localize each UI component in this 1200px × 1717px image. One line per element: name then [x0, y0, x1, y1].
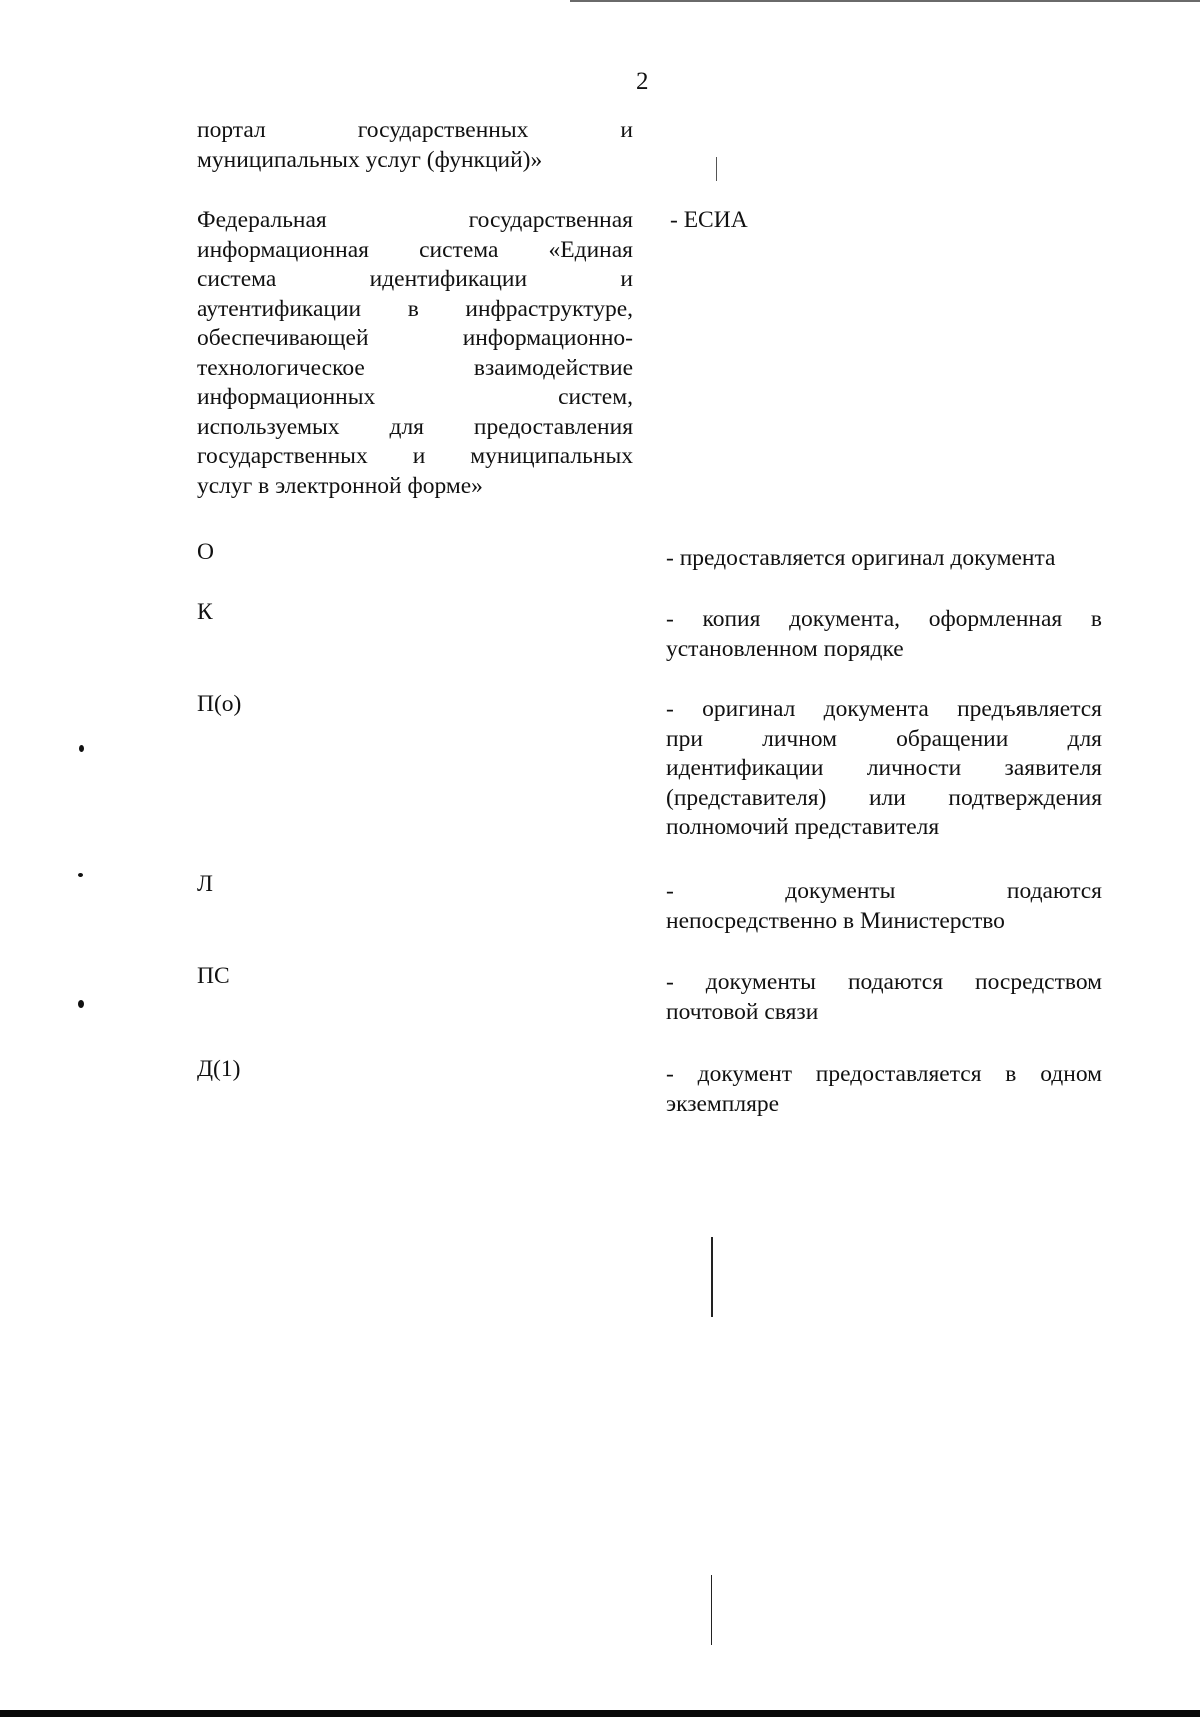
desc-line: - документ предоставляется в одном: [666, 1061, 1102, 1087]
desc-line: экземпляре: [666, 1090, 780, 1117]
legend-code-original: О: [197, 539, 214, 565]
desc-line: - документы подаются посредством: [666, 969, 1102, 995]
term-esia-definition: [197, 206, 633, 501]
scan-speck: [78, 873, 83, 877]
term-line: аутентификации в инфраструктуре,: [197, 295, 633, 322]
desc-line: (представителя) или подтверждения: [666, 784, 1102, 811]
scan-artifact-line: [711, 1575, 712, 1645]
desc-line: - предоставляется оригинал документа: [666, 545, 1056, 571]
legend-desc-present-original: [666, 695, 1102, 843]
scan-artifact-line: [711, 1237, 713, 1317]
legend-code-postal: ПС: [197, 963, 230, 989]
term-line: используемых для предоставления: [197, 413, 633, 440]
desc-line: - документы подаются: [666, 878, 1102, 904]
term-line: информационная система «Единая: [197, 236, 633, 263]
legend-desc-original: [666, 544, 1102, 574]
term-line: услуг в электронной форме»: [197, 472, 483, 499]
scan-bottom-edge-bar: [0, 1710, 1200, 1717]
scan-top-edge-line: [570, 0, 1200, 2]
term-line: портал государственных и: [197, 117, 633, 143]
legend-code-one-copy: Д(1): [197, 1056, 241, 1082]
legend-code-copy: К: [197, 599, 213, 625]
legend-desc-postal: [666, 968, 1102, 1027]
legend-desc-one-copy: [666, 1060, 1102, 1119]
term-line: информационных систем,: [197, 384, 633, 410]
term-line: технологическое взаимодействие: [197, 354, 633, 381]
term-line: система идентификации и: [197, 266, 633, 292]
term-line: Федеральная государственная: [197, 207, 633, 233]
legend-desc-personal: [666, 877, 1102, 936]
desc-line: при личном обращении для: [666, 725, 1102, 752]
scan-artifact-line: [716, 157, 717, 181]
legend-code-personal: Л: [197, 871, 213, 897]
term-continuation: [197, 116, 633, 175]
legend-code-present-original: П(о): [197, 691, 242, 717]
desc-line: - оригинал документа предъявляется: [666, 696, 1102, 722]
page-number: 2: [636, 68, 649, 95]
desc-line: непосредственно в Министерство: [666, 907, 1005, 934]
desc-line: почтовой связи: [666, 998, 819, 1025]
term-line: муниципальных услуг (функций)»: [197, 146, 543, 173]
desc-line: идентификации личности заявителя: [666, 755, 1102, 781]
desc-line: установленном порядке: [666, 635, 904, 662]
desc-line: - копия документа, оформленная в: [666, 606, 1102, 632]
desc-line: полномочий представителя: [666, 814, 940, 840]
term-line: обеспечивающей информационно-: [197, 325, 633, 351]
legend-desc-copy: [666, 605, 1102, 664]
scan-speck: [79, 745, 84, 752]
scan-speck: [78, 1000, 84, 1008]
term-line: государственных и муниципальных: [197, 443, 633, 469]
abbreviation-esia: - ЕСИА: [670, 207, 748, 233]
